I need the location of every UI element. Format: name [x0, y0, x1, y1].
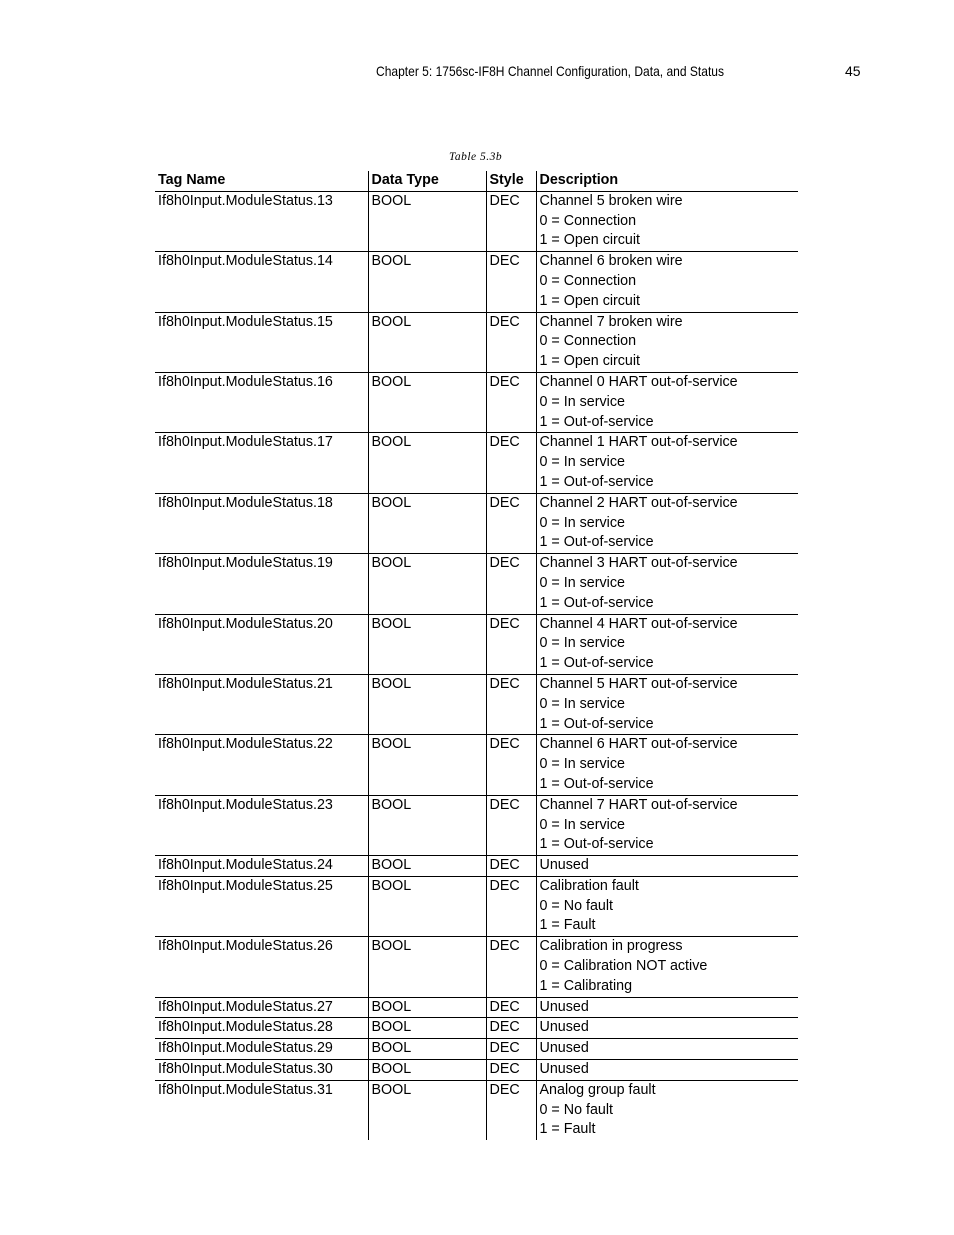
description-cell [536, 554, 798, 614]
style-cell: DEC [486, 312, 536, 372]
style-cell: DEC [486, 493, 536, 553]
description-line: Channel 6 broken wire [539, 253, 683, 270]
description-line: 0 = In service [539, 756, 625, 773]
tag-name-cell: If8h0Input.ModuleStatus.15 [155, 312, 368, 372]
table-row [155, 372, 798, 432]
description-line: Channel 7 broken wire [539, 313, 683, 330]
style-cell: DEC [486, 191, 536, 251]
style-cell: DEC [486, 614, 536, 674]
table-row [155, 876, 798, 936]
table-row [155, 554, 798, 614]
tag-name-cell: If8h0Input.ModuleStatus.17 [155, 433, 368, 493]
description-cell [536, 1018, 798, 1039]
description-line: 1 = Calibrating [539, 977, 633, 994]
style-cell: DEC [486, 735, 536, 795]
description-line: Unused [539, 857, 589, 874]
description-line: 0 = In service [539, 514, 625, 531]
data-type-cell: BOOL [368, 735, 486, 795]
description-cell [536, 372, 798, 432]
style-cell: DEC [486, 372, 536, 432]
tag-name-cell: If8h0Input.ModuleStatus.13 [155, 191, 368, 251]
description-cell [536, 433, 798, 493]
table-row [155, 997, 798, 1018]
description-line: 0 = In service [539, 816, 625, 833]
description-line: 1 = Open circuit [539, 292, 641, 309]
data-type-cell: BOOL [368, 493, 486, 553]
description-cell [536, 856, 798, 877]
description-line: 1 = Out-of-service [539, 473, 654, 490]
description-line: Channel 4 HART out-of-service [539, 615, 738, 632]
column-header-description: Description [536, 171, 798, 191]
description-cell [536, 937, 798, 997]
data-type-cell: BOOL [368, 191, 486, 251]
description-cell [536, 674, 798, 734]
description-line: Channel 5 broken wire [539, 192, 683, 209]
description-line: Channel 3 HART out-of-service [539, 555, 738, 572]
tag-name-cell: If8h0Input.ModuleStatus.29 [155, 1039, 368, 1060]
description-line: 1 = Fault [539, 917, 596, 934]
style-cell: DEC [486, 795, 536, 855]
description-cell [536, 876, 798, 936]
description-line: Calibration in progress [539, 938, 683, 955]
data-type-cell: BOOL [368, 1039, 486, 1060]
description-cell [536, 191, 798, 251]
table-row [155, 856, 798, 877]
tag-name-cell: If8h0Input.ModuleStatus.23 [155, 795, 368, 855]
style-cell: DEC [486, 997, 536, 1018]
column-header-tag-name: Tag Name [155, 171, 368, 191]
description-line: Channel 5 HART out-of-service [539, 675, 738, 692]
data-type-cell: BOOL [368, 876, 486, 936]
description-line: 0 = In service [539, 393, 625, 410]
data-type-cell: BOOL [368, 997, 486, 1018]
data-type-cell: BOOL [368, 1080, 486, 1140]
description-line: 0 = In service [539, 695, 625, 712]
tag-name-cell: If8h0Input.ModuleStatus.27 [155, 997, 368, 1018]
tag-name-cell: If8h0Input.ModuleStatus.14 [155, 252, 368, 312]
tag-name-cell: If8h0Input.ModuleStatus.26 [155, 937, 368, 997]
description-line: 0 = Connection [539, 333, 637, 350]
description-line: 0 = In service [539, 635, 625, 652]
description-line: 1 = Open circuit [539, 232, 641, 249]
table-row [155, 1080, 798, 1140]
description-line: 0 = Calibration NOT active [539, 958, 708, 975]
description-line: Unused [539, 998, 589, 1015]
tag-name-cell: If8h0Input.ModuleStatus.30 [155, 1060, 368, 1081]
page-number: 45 [845, 63, 861, 79]
tag-name-cell: If8h0Input.ModuleStatus.24 [155, 856, 368, 877]
tag-name-cell: If8h0Input.ModuleStatus.31 [158, 1081, 333, 1098]
description-line: 1 = Out-of-service [539, 775, 654, 792]
description-cell [536, 795, 798, 855]
tag-name-cell: If8h0Input.ModuleStatus.28 [155, 1018, 368, 1039]
description-line: Channel 6 HART out-of-service [539, 736, 738, 753]
style-cell: DEC [486, 1039, 536, 1060]
description-line: 0 = In service [539, 454, 625, 471]
description-line: Unused [539, 1061, 589, 1078]
table-row [155, 674, 798, 734]
column-header-data-type: Data Type [368, 171, 486, 191]
style-cell: DEC [486, 1018, 536, 1039]
description-line: 1 = Fault [539, 1121, 596, 1138]
description-line: 1 = Out-of-service [539, 413, 654, 430]
table-caption: Table 5.3b [449, 151, 503, 163]
tag-name-cell: If8h0Input.ModuleStatus.21 [155, 674, 368, 734]
tag-name-cell: If8h0Input.ModuleStatus.19 [155, 554, 368, 614]
table-header-row [155, 171, 798, 191]
description-cell [536, 493, 798, 553]
data-type-cell: BOOL [368, 795, 486, 855]
description-line: 0 = Connection [539, 212, 637, 229]
table-row [155, 493, 798, 553]
table-row [155, 795, 798, 855]
description-line: 1 = Out-of-service [539, 594, 654, 611]
data-type-cell: BOOL [368, 614, 486, 674]
description-line: Analog group fault [539, 1081, 656, 1098]
table-row [155, 312, 798, 372]
chapter-title: Chapter 5: 1756sc-IF8H Channel Configuration, Data, and Status [376, 63, 725, 79]
description-cell [536, 997, 798, 1018]
description-cell [536, 614, 798, 674]
style-cell: DEC [486, 674, 536, 734]
tag-name-cell: If8h0Input.ModuleStatus.16 [155, 372, 368, 432]
description-line: 1 = Out-of-service [539, 655, 654, 672]
data-type-cell: BOOL [368, 312, 486, 372]
data-type-cell: BOOL [368, 372, 486, 432]
description-cell [536, 735, 798, 795]
description-line: 0 = No fault [539, 897, 614, 914]
description-line: 1 = Out-of-service [539, 534, 654, 551]
data-type-cell: BOOL [368, 674, 486, 734]
style-cell: DEC [486, 856, 536, 877]
table-row [155, 252, 798, 312]
table-row [155, 614, 798, 674]
description-line: Calibration fault [539, 877, 639, 894]
description-line: 0 = In service [539, 574, 625, 591]
style-cell: DEC [486, 433, 536, 493]
table-body [155, 191, 798, 1140]
description-line: Unused [539, 1040, 589, 1057]
style-cell: DEC [486, 1080, 536, 1140]
style-cell: DEC [486, 1060, 536, 1081]
table-row [155, 1018, 798, 1039]
description-line: 0 = No fault [539, 1101, 614, 1118]
description-cell [536, 312, 798, 372]
style-cell: DEC [486, 937, 536, 997]
description-line: Channel 7 HART out-of-service [539, 796, 738, 813]
data-type-cell: BOOL [368, 1018, 486, 1039]
data-type-cell: BOOL [368, 554, 486, 614]
tag-name-cell: If8h0Input.ModuleStatus.22 [155, 735, 368, 795]
description-cell [536, 1060, 798, 1081]
data-type-cell: BOOL [368, 433, 486, 493]
data-type-cell: BOOL [368, 856, 486, 877]
description-line: 0 = Connection [539, 272, 637, 289]
data-type-cell: BOOL [368, 937, 486, 997]
table-row [155, 937, 798, 997]
table-row [155, 1039, 798, 1060]
column-header-style: Style [486, 171, 536, 191]
description-cell [536, 1039, 798, 1060]
data-type-cell: BOOL [368, 252, 486, 312]
tag-name-cell: If8h0Input.ModuleStatus.18 [155, 493, 368, 553]
table-row [155, 1060, 798, 1081]
table-row [155, 191, 798, 251]
description-line: 1 = Out-of-service [539, 836, 654, 853]
module-status-table [155, 171, 798, 1140]
style-cell: DEC [486, 554, 536, 614]
style-cell: DEC [486, 252, 536, 312]
tag-name-cell: If8h0Input.ModuleStatus.25 [155, 876, 368, 936]
description-line: 1 = Out-of-service [539, 715, 654, 732]
table-row [155, 433, 798, 493]
table-row [155, 735, 798, 795]
style-cell: DEC [486, 876, 536, 936]
description-line: Unused [539, 1019, 589, 1036]
description-line: Channel 1 HART out-of-service [539, 434, 738, 451]
description-line: Channel 2 HART out-of-service [539, 494, 738, 511]
description-cell [536, 1080, 798, 1140]
tag-name-cell: If8h0Input.ModuleStatus.20 [155, 614, 368, 674]
description-line: 1 = Open circuit [539, 353, 641, 370]
description-line: Channel 0 HART out-of-service [539, 373, 738, 390]
description-cell [536, 252, 798, 312]
data-type-cell: BOOL [368, 1060, 486, 1081]
